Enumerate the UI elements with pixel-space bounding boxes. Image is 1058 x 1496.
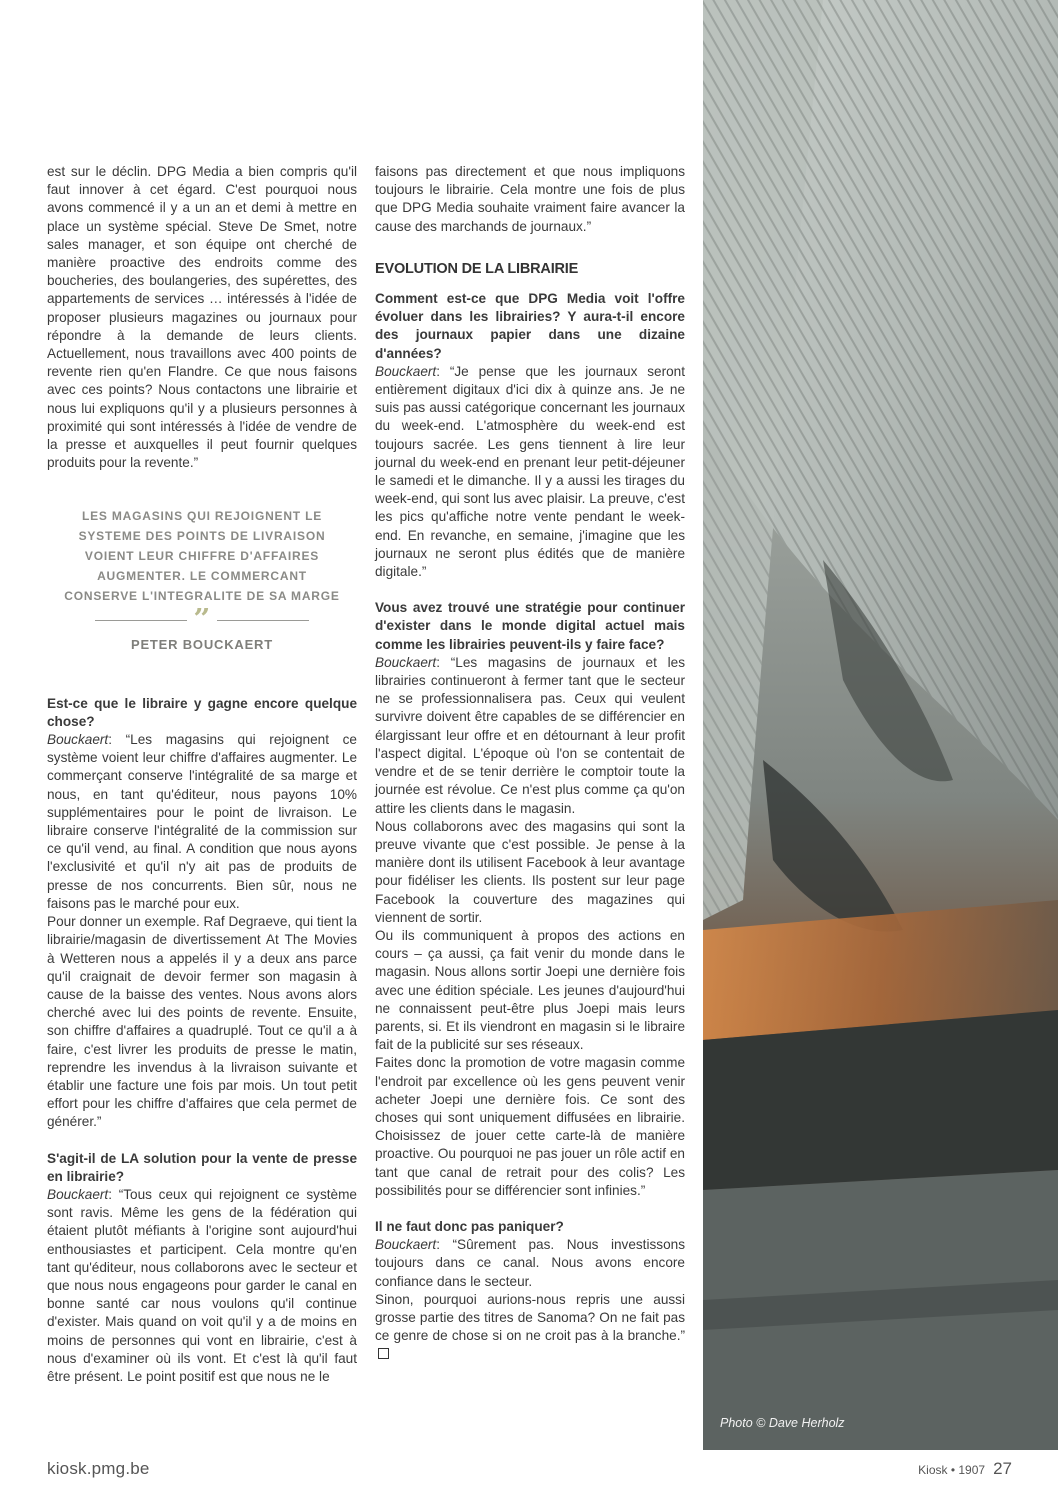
answer-paragraph xyxy=(375,1236,685,1291)
speaker-name: Bouckaert xyxy=(47,1186,109,1202)
photo-credit: Photo © Dave Herholz xyxy=(720,1416,845,1430)
answer-text: : “Les magasins qui rejoignent ce système voient leur chiffre d'affaires augmenter. Le commerçant conserve l'intégralité de sa marge et nous, en tant qu'éditeur, nous payons 10% supplémentaires pour le point de livraison. Le libraire conserve l'intégralité de la commission sur ce qu'il vend, au final. A condition que nous ayons l'exclusivité et qu'il n'y ait pas de produits de presse de nos concurrents. Bien sûr, nous ne faisons pas le marché pour eux. xyxy=(47,732,357,911)
speaker-name: Bouckaert xyxy=(375,363,437,379)
middle-column xyxy=(375,163,685,1364)
pull-quote-text: LES MAGASINS QUI REJOIGNENT LE SYSTEME DES POINTS DE LIVRAISON VOIENT LEUR CHIFFRE D'AFFAIRES AUGMENTER. LE COMMERCANT CONSERVE L'INTEGRALITE DE SA MARGE xyxy=(64,509,340,604)
pull-quote xyxy=(47,506,357,606)
answer-text: : “Tous ceux qui rejoignent ce système sont ravis. Même les gens de la fédération qui étaient plutôt méfiants à l'origine sont aujourd'hui enthousiastes et participent. Cela montre qu'en tant qu'éditeur, nous collaborons avec le secteur et que nous nous engageons pour garder le canal en bonne santé car nous voulons qu'il continue d'exister. Mais quand on voit qu'il y a de moins en moins de personnes qui vont en librairie, c'est à nous d'examiner où ils vont. Et c'est là qu'il faut être présent. Le point positif est que nous ne le xyxy=(47,1186,357,1384)
divider-line xyxy=(95,620,187,621)
quote-divider xyxy=(47,608,357,632)
end-mark-icon xyxy=(378,1348,389,1359)
answer-paragraph xyxy=(375,654,685,818)
interview-question: Est-ce que le libraire y gagne encore quelque chose? xyxy=(47,695,357,729)
answer-text: : “Sûrement pas. Nous investissons toujours dans ce canal. Nous avons encore confiance dans le secteur. xyxy=(375,1237,685,1289)
body-paragraph: Nous collaborons avec des magasins qui sont la preuve vivante que c'est possible. Je pense à la manière dont ils utilisent Facebook à leur avantage pour fidéliser les clients. Ils postent sur leur page Facebook la couverture des magazines qui viennent de sortir. xyxy=(375,818,685,925)
page-number: 27 xyxy=(993,1459,1012,1478)
closing-text: Sinon, pourquoi aurions-nous repris une aussi grosse partie des titres de Sanoma? On ne fait pas ce genre de chose si on ne croit pas à la branche.” xyxy=(375,1291,685,1344)
body-paragraph: Ou ils communiquent à propos des actions en cours – ça aussi, ça fait venir du monde dans le magasin. Nous allons sortir Joepi une dernière fois avec une édition spéciale. Les jeunes d'aujourd'hui ne connaissent peut-être plus Joepi mais leurs parents, si. Et ils viendront en magasin si le libraire fait de la publicité sur ses réseaux. xyxy=(375,927,685,1053)
answer-paragraph xyxy=(47,731,357,913)
body-paragraph: Faites donc la promotion de votre magasin comme l'endroit par excellence où les gens peuvent venir acheter Joepi une dernière fois. Ce sont des choses qui sont uniquement diffusées en librairie. Choisissez de jouer cette carte-là de manière proactive. Ou pourquoi ne pas jouer un rôle actif en tant que canal de retrait pour des colis? Les possibilités pour se différencier sont infinies.” xyxy=(375,1055,685,1198)
page-footer xyxy=(918,1459,1012,1479)
speaker-name: Bouckaert xyxy=(375,654,437,670)
interview-question: Comment est-ce que DPG Media voit l'offre évoluer dans les librairies? Y aura-t-il encore des journaux papier dans une dizaine d'années? xyxy=(375,291,685,361)
speaker-name: Bouckaert xyxy=(375,1237,437,1253)
answer-paragraph xyxy=(47,1186,357,1386)
body-paragraph: faisons pas directement et que nous impliquons toujours le librairie. Cela montre une fois de plus que DPG Media souhaite vraiment faire avancer la cause des marchands de journaux.” xyxy=(375,164,685,234)
body-paragraph: Pour donner un exemple. Raf Degraeve, qui tient la librairie/magasin de divertissement At The Movies à Wetteren nous a appelés il y a deux ans parce qu'il craignait de devoir fermer son magasin à cause de la baisse des ventes. Nous avons alors cherché avec lui des points de revente. Ensuite, son chiffre d'affaires a quadruplé. Tout ce qu'il a à faire, c'est livrer les produits de presse le matin, reprendre les invendus à la livraison suivante et établir une facture une fois par mois. Un tout petit effort pour les chiffre d'affaires que cela permet de générer.” xyxy=(47,914,357,1130)
body-paragraph xyxy=(375,1291,685,1364)
interview-question: Il ne faut donc pas paniquer? xyxy=(375,1218,564,1234)
magazine-issue: Kiosk • 1907 xyxy=(918,1463,986,1477)
pull-quote-author: PETER BOUCKAERT xyxy=(130,637,273,653)
answer-text: : “Les magasins de journaux et les librairies continueront à fermer tant que le secteur ne se professionnalisera pas. Ceux qui veulent survivre doivent être capables de se différencier en élargissant leur offre et en détournant à leur profit l'aspect digital. L'époque où l'on se contentait de vendre et de se tenir derrière le comptoir toute la journée est révolue. Ce n'est plus comme ça qu'on attire les clients dans le magasin. xyxy=(375,654,685,816)
answer-text: : “Je pense que les journaux seront entièrement digitaux d'ici dix à quinze ans. Je ne suis pas aussi catégorique concernant les journaux du week-end. L'atmosphère du week-end est toujours sacrée. Les gens tiennent à lire leur journal du week-end en prenant leur petit-déjeuner le samedi et le dimanche. Il y a aussi les tirages du week-end, qui sont lus avec plaisir. La preuve, c'est les pics qu'affiche notre vente pendant le week-end. En revanche, en semaine, j'imagine que les journaux ne seront plus édités que de manière digitale.” xyxy=(375,363,685,580)
interview-question: Vous avez trouvé une stratégie pour continuer d'exister dans le monde digital actuel mais comme les librairies peuvent-ils y faire face? xyxy=(375,600,685,652)
speaker-name: Bouckaert xyxy=(47,732,109,748)
answer-paragraph xyxy=(375,363,685,581)
body-paragraph: est sur le déclin. DPG Media a bien compris qu'il faut innover à cet égard. C'est pourquoi nous avons commencé il y a un an et demi à mettre en place un système spécial. Steve De Smet, notre sales manager, et son équipe ont cherché de manière proactive des endroits comme des boucheries, des boulangeries, des supérettes, des appartements de services … intéressés à l'idée de proposer plusieurs magazines ou journaux pour répondre à la demande de leurs clients. Actuellement, nous travaillons avec 400 points de revente rien qu'en Flandre. Ce que nous faisons avec ces points? Nous contactons une librairie et nous lui expliquons qu'il y a plusieurs personnes à proximité qui sont intéressés à l'idée de vendre de la presse et auxquelles il peut fournir quelques produits pour la revente.” xyxy=(47,164,357,471)
divider-line xyxy=(217,620,309,621)
quote-mark-icon: ” xyxy=(193,608,211,633)
interview-question: S'agit-il de LA solution pour la vente de presse en librairie? xyxy=(47,1150,357,1184)
newspaper-photo xyxy=(703,0,1058,1450)
website-link[interactable]: kiosk.pmg.be xyxy=(47,1459,150,1478)
left-column xyxy=(47,163,357,1386)
section-heading: EVOLUTION DE LA LIBRAIRIE xyxy=(375,260,579,277)
